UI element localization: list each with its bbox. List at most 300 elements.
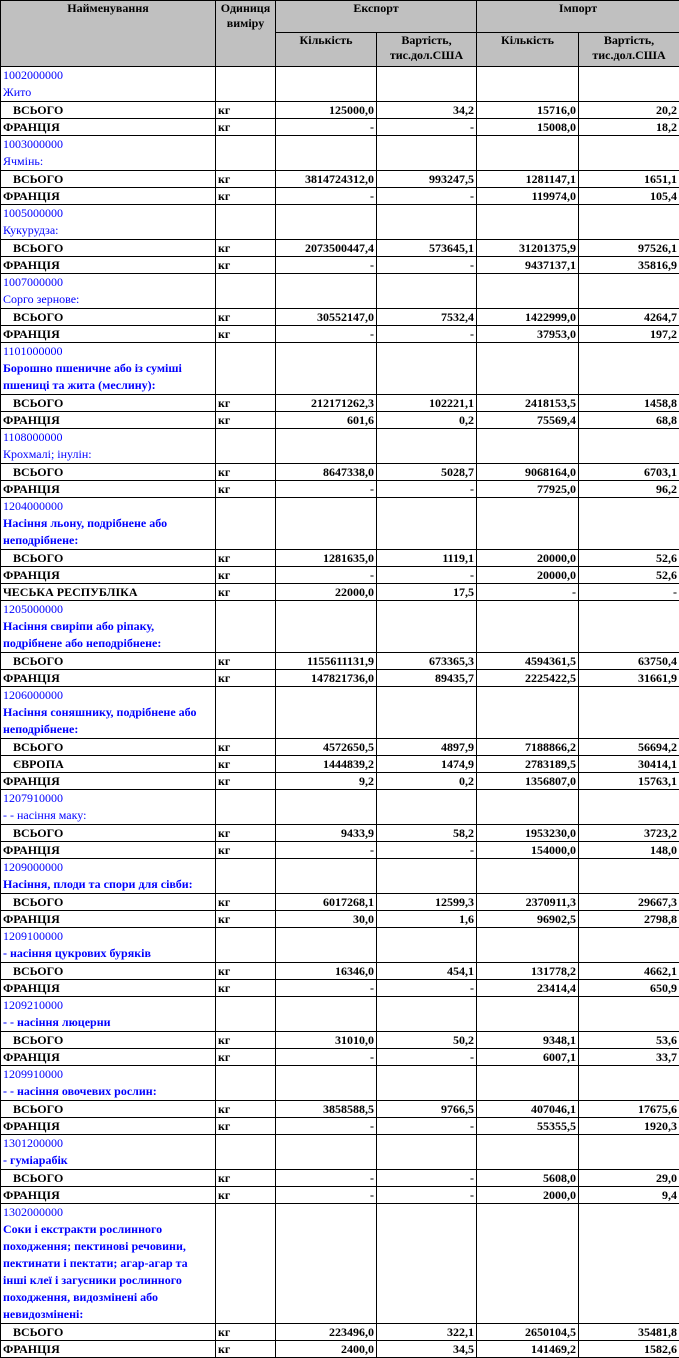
export-quantity: 16346,0 [276,963,377,980]
country-name: ВСЬОГО [1,739,216,756]
country-name: ФРАНЦІЯ [1,1341,216,1358]
empty-cell [276,136,377,171]
empty-cell [216,1135,276,1170]
group-cell [1,601,216,653]
export-value: - [377,481,477,498]
table-row [1,412,679,429]
country-name: ВСЬОГО [1,309,216,326]
empty-cell [579,136,679,171]
import-quantity: 1356807,0 [477,773,579,790]
table-body [1,67,679,1358]
empty-cell [477,136,579,171]
unit-cell: кг [216,550,276,567]
export-quantity: - [276,1187,377,1204]
unit-cell: кг [216,257,276,274]
export-value: 12599,3 [377,894,477,911]
empty-cell [276,859,377,894]
import-quantity: 75569,4 [477,412,579,429]
unit-cell: кг [216,963,276,980]
export-quantity: - [276,481,377,498]
hs-code: 1209910000 [3,1066,213,1083]
import-value: 9,4 [579,1187,679,1204]
hs-code: 1209000000 [3,859,213,876]
header-unit: Одиниця виміру [216,1,276,67]
empty-cell [276,429,377,464]
empty-cell [579,1066,679,1101]
import-value: 650,9 [579,980,679,997]
export-value: - [377,188,477,205]
empty-cell [377,928,477,963]
product-description: - гуміарабік [3,1152,213,1169]
import-value: 35816,9 [579,257,679,274]
header-export-qty: Кількість [276,33,377,67]
empty-cell [377,790,477,825]
hs-code: 1301200000 [3,1135,213,1152]
group-cell [1,67,216,102]
import-quantity: 2418153,5 [477,395,579,412]
export-quantity: 125000,0 [276,102,377,119]
table-row [1,257,679,274]
empty-cell [216,67,276,102]
empty-cell [216,429,276,464]
empty-cell [477,498,579,550]
unit-cell: кг [216,773,276,790]
table-row [1,980,679,997]
import-value: 20,2 [579,102,679,119]
unit-cell: кг [216,756,276,773]
empty-cell [276,1204,377,1324]
group-header-row [1,790,679,825]
unit-cell: кг [216,670,276,687]
empty-cell [579,928,679,963]
country-name: ВСЬОГО [1,550,216,567]
group-header-row [1,997,679,1032]
import-value: 148,0 [579,842,679,859]
export-value: - [377,1170,477,1187]
import-quantity: 20000,0 [477,550,579,567]
empty-cell [216,859,276,894]
export-quantity: - [276,842,377,859]
country-name: ВСЬОГО [1,825,216,842]
unit-cell: кг [216,464,276,481]
unit-cell: кг [216,1341,276,1358]
table-row [1,1049,679,1066]
country-name: ВСЬОГО [1,102,216,119]
group-header-row [1,1204,679,1324]
empty-cell [216,997,276,1032]
unit-cell: кг [216,842,276,859]
table-row [1,773,679,790]
group-cell [1,136,216,171]
export-quantity: - [276,257,377,274]
import-quantity: 7188866,2 [477,739,579,756]
import-value: 4264,7 [579,309,679,326]
import-quantity: 4594361,5 [477,653,579,670]
import-quantity: 2783189,5 [477,756,579,773]
import-quantity: 77925,0 [477,481,579,498]
export-quantity: 601,6 [276,412,377,429]
table-row [1,825,679,842]
empty-cell [377,601,477,653]
table-row [1,584,679,601]
import-value: 18,2 [579,119,679,136]
product-description: Насіння свиріпи або ріпаку, подрібнене або неподрібнене: [3,618,213,652]
export-value: - [377,1049,477,1066]
country-name: ВСЬОГО [1,171,216,188]
table-row [1,911,679,928]
import-quantity: 5608,0 [477,1170,579,1187]
product-description: Крохмалі; інулін: [3,446,213,463]
country-name: ФРАНЦІЯ [1,481,216,498]
country-name: ВСЬОГО [1,395,216,412]
export-value: 1119,1 [377,550,477,567]
empty-cell [477,1204,579,1324]
export-quantity: - [276,1170,377,1187]
empty-cell [477,429,579,464]
country-name: ВСЬОГО [1,1101,216,1118]
import-quantity: 6007,1 [477,1049,579,1066]
import-value: 29,0 [579,1170,679,1187]
export-value: 9766,5 [377,1101,477,1118]
import-value: 29667,3 [579,894,679,911]
product-description: Насіння соняшнику, подрібнене або неподрібнене: [3,704,213,738]
import-value: 53,6 [579,1032,679,1049]
import-value: 63750,4 [579,653,679,670]
import-quantity: 37953,0 [477,326,579,343]
export-value: 7532,4 [377,309,477,326]
product-description: - - насіння люцерни [3,1014,213,1031]
table-row [1,188,679,205]
hs-code: 1005000000 [3,205,213,222]
group-header-row [1,1066,679,1101]
header-name: Найменування [1,1,216,67]
empty-cell [579,498,679,550]
export-quantity: - [276,326,377,343]
export-value: 673365,3 [377,653,477,670]
empty-cell [377,67,477,102]
import-value: 1651,1 [579,171,679,188]
product-description: - - насіння овочевих рослин: [3,1083,213,1100]
import-value: 68,8 [579,412,679,429]
group-cell [1,687,216,739]
table-row [1,240,679,257]
table-row [1,963,679,980]
unit-cell: кг [216,825,276,842]
product-description: - - насіння маку: [3,807,213,824]
header-import-qty: Кількість [477,33,579,67]
import-value: 96,2 [579,481,679,498]
import-quantity: 119974,0 [477,188,579,205]
empty-cell [579,859,679,894]
empty-cell [477,343,579,395]
empty-cell [477,997,579,1032]
table-row [1,550,679,567]
empty-cell [579,687,679,739]
empty-cell [377,1135,477,1170]
unit-cell: кг [216,481,276,498]
empty-cell [477,274,579,309]
export-value: 1474,9 [377,756,477,773]
import-quantity: 20000,0 [477,567,579,584]
empty-cell [216,601,276,653]
export-quantity: 3814724312,0 [276,171,377,188]
export-value: 1,6 [377,911,477,928]
export-quantity: 147821736,0 [276,670,377,687]
unit-cell: кг [216,309,276,326]
unit-cell: кг [216,584,276,601]
empty-cell [216,790,276,825]
import-value: 3723,2 [579,825,679,842]
export-value: 58,2 [377,825,477,842]
country-name: ФРАНЦІЯ [1,412,216,429]
product-description: Насіння льону, подрібнене або неподрібнене: [3,515,213,549]
hs-code: 1002000000 [3,67,213,84]
country-name: ВСЬОГО [1,464,216,481]
country-name: ФРАНЦІЯ [1,1187,216,1204]
group-cell [1,997,216,1032]
empty-cell [276,601,377,653]
table-row [1,670,679,687]
export-quantity: - [276,980,377,997]
export-value: 454,1 [377,963,477,980]
hs-code: 1209100000 [3,928,213,945]
country-name: ФРАНЦІЯ [1,670,216,687]
unit-cell: кг [216,739,276,756]
empty-cell [216,498,276,550]
empty-cell [579,205,679,240]
group-header-row [1,67,679,102]
export-quantity: 8647338,0 [276,464,377,481]
group-header-row [1,429,679,464]
product-description: Насіння, плоди та спори для сівби: [3,876,213,893]
unit-cell: кг [216,980,276,997]
country-name: ФРАНЦІЯ [1,842,216,859]
table-row [1,171,679,188]
hs-code: 1205000000 [3,601,213,618]
import-value: 52,6 [579,550,679,567]
empty-cell [377,687,477,739]
country-name: ФРАНЦІЯ [1,980,216,997]
import-quantity: 1422999,0 [477,309,579,326]
export-value: 89435,7 [377,670,477,687]
hs-code: 1003000000 [3,136,213,153]
import-value: 4662,1 [579,963,679,980]
unit-cell: кг [216,119,276,136]
country-name: ФРАНЦІЯ [1,773,216,790]
import-value: 56694,2 [579,739,679,756]
hs-code: 1108000000 [3,429,213,446]
group-header-row [1,205,679,240]
export-quantity: 1281635,0 [276,550,377,567]
export-value: 573645,1 [377,240,477,257]
import-quantity: 9348,1 [477,1032,579,1049]
table-row [1,1101,679,1118]
empty-cell [477,790,579,825]
product-description: Ячмінь: [3,153,213,170]
empty-cell [579,343,679,395]
import-quantity: 2225422,5 [477,670,579,687]
hs-code: 1204000000 [3,498,213,515]
empty-cell [377,274,477,309]
import-value: 105,4 [579,188,679,205]
empty-cell [276,687,377,739]
import-quantity: 55355,5 [477,1118,579,1135]
export-quantity: - [276,567,377,584]
empty-cell [216,1066,276,1101]
import-value: 52,6 [579,567,679,584]
unit-cell: кг [216,412,276,429]
empty-cell [579,429,679,464]
import-value: - [579,584,679,601]
empty-cell [377,997,477,1032]
empty-cell [477,1066,579,1101]
export-quantity: 9433,9 [276,825,377,842]
product-description: Соки і екстракти рослинного походження; пектинові речовини, пектинати і пектати; агар-агар та інші клеї і загусники рослинного походження, видозмінені або невидозмінені: [3,1221,213,1323]
empty-cell [579,1204,679,1324]
hs-code: 1206000000 [3,687,213,704]
empty-cell [377,429,477,464]
country-name: ВСЬОГО [1,1324,216,1341]
import-value: 2798,8 [579,911,679,928]
unit-cell: кг [216,188,276,205]
import-quantity: 9068164,0 [477,464,579,481]
group-cell [1,1135,216,1170]
empty-cell [216,205,276,240]
table-row [1,653,679,670]
export-quantity: 212171262,3 [276,395,377,412]
empty-cell [216,687,276,739]
import-value: 6703,1 [579,464,679,481]
product-description: - насіння цукрових буряків [3,945,213,962]
empty-cell [276,343,377,395]
export-quantity: - [276,119,377,136]
empty-cell [377,498,477,550]
country-name: ВСЬОГО [1,240,216,257]
country-name: ФРАНЦІЯ [1,911,216,928]
empty-cell [377,343,477,395]
header-import-value: Вартість, тис.дол.США [579,33,679,67]
table-row [1,842,679,859]
empty-cell [477,205,579,240]
group-header-row [1,859,679,894]
empty-cell [477,67,579,102]
empty-cell [477,601,579,653]
export-quantity: 1155611131,9 [276,653,377,670]
export-quantity: - [276,1118,377,1135]
unit-cell: кг [216,171,276,188]
import-quantity: 9437137,1 [477,257,579,274]
group-header-row [1,274,679,309]
import-quantity: 131778,2 [477,963,579,980]
empty-cell [377,136,477,171]
empty-cell [216,1204,276,1324]
group-cell [1,498,216,550]
group-header-row [1,498,679,550]
empty-cell [276,790,377,825]
import-value: 197,2 [579,326,679,343]
empty-cell [216,136,276,171]
unit-cell: кг [216,102,276,119]
hs-code: 1101000000 [3,343,213,360]
import-value: 1582,6 [579,1341,679,1358]
import-value: 1920,3 [579,1118,679,1135]
group-header-row [1,136,679,171]
export-value: 17,5 [377,584,477,601]
empty-cell [216,274,276,309]
unit-cell: кг [216,653,276,670]
product-description: Кукурудза: [3,222,213,239]
export-value: 34,5 [377,1341,477,1358]
table-row [1,894,679,911]
import-value: 33,7 [579,1049,679,1066]
empty-cell [276,67,377,102]
group-cell [1,790,216,825]
group-header-row [1,687,679,739]
empty-cell [579,601,679,653]
empty-cell [377,205,477,240]
unit-cell: кг [216,894,276,911]
import-quantity: - [477,584,579,601]
country-name: ВСЬОГО [1,653,216,670]
export-quantity: 1444839,2 [276,756,377,773]
unit-cell: кг [216,395,276,412]
import-quantity: 31201375,9 [477,240,579,257]
empty-cell [377,1066,477,1101]
export-quantity: 3858588,5 [276,1101,377,1118]
table-row [1,567,679,584]
country-name: ФРАНЦІЯ [1,567,216,584]
empty-cell [477,1135,579,1170]
group-cell [1,928,216,963]
import-quantity: 15008,0 [477,119,579,136]
group-header-row [1,1135,679,1170]
empty-cell [276,498,377,550]
empty-cell [276,274,377,309]
export-quantity: 22000,0 [276,584,377,601]
empty-cell [579,274,679,309]
export-value: 4897,9 [377,739,477,756]
group-cell [1,1204,216,1324]
country-name: ФРАНЦІЯ [1,326,216,343]
table-row [1,756,679,773]
export-value: - [377,257,477,274]
country-name: ВСЬОГО [1,963,216,980]
import-quantity: 96902,5 [477,911,579,928]
table-row [1,739,679,756]
hs-code: 1209210000 [3,997,213,1014]
import-value: 35481,8 [579,1324,679,1341]
group-cell [1,1066,216,1101]
import-quantity: 154000,0 [477,842,579,859]
hs-code: 1302000000 [3,1204,213,1221]
table-row [1,1324,679,1341]
empty-cell [276,1066,377,1101]
export-value: 0,2 [377,412,477,429]
import-quantity: 2000,0 [477,1187,579,1204]
hs-code: 1007000000 [3,274,213,291]
import-quantity: 2370911,3 [477,894,579,911]
export-value: - [377,842,477,859]
export-quantity: - [276,1049,377,1066]
country-name: ВСЬОГО [1,894,216,911]
unit-cell: кг [216,1118,276,1135]
empty-cell [276,997,377,1032]
unit-cell: кг [216,1187,276,1204]
export-value: - [377,326,477,343]
table-row [1,1187,679,1204]
hs-code: 1207910000 [3,790,213,807]
table-row [1,119,679,136]
